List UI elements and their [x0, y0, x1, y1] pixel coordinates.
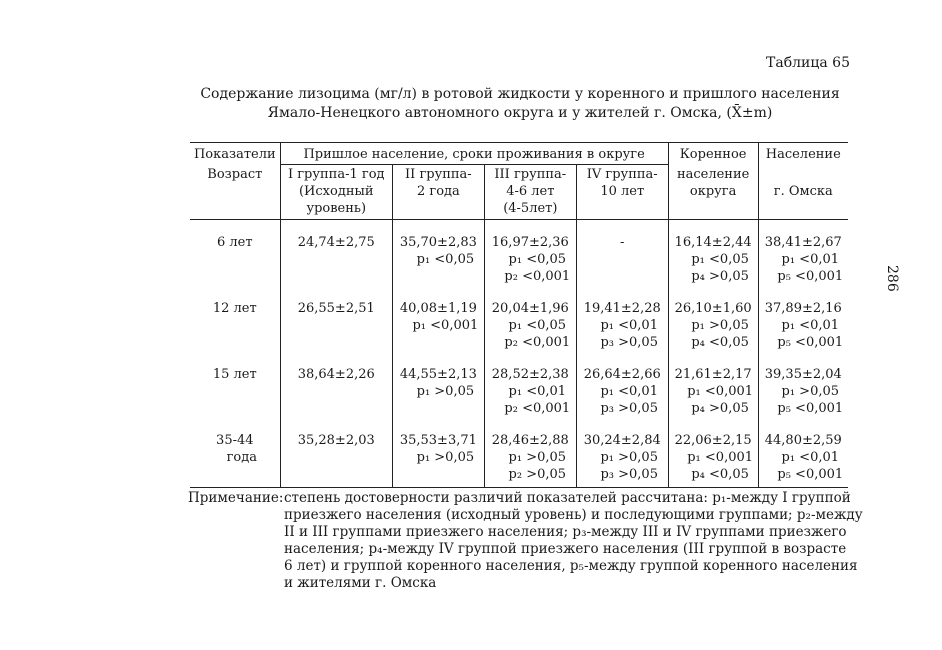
table-cell-age — [190, 352, 280, 418]
cell-line: p₄ >0,05 — [691, 269, 749, 284]
cell-line: 35-44 — [216, 433, 254, 448]
table-cell-g4 — [576, 352, 668, 418]
cell-line: p₁ <0,05 — [508, 318, 567, 333]
table-row — [190, 220, 848, 287]
header-row — [190, 165, 848, 220]
table-cell-age — [190, 286, 280, 352]
table-cell-ind — [668, 286, 758, 352]
cell-line: p₁ >0,05 — [416, 450, 475, 465]
table-cell-g3 — [484, 418, 576, 488]
cell-line: p₄ <0,05 — [691, 467, 749, 482]
header-line: округа — [689, 183, 737, 199]
cell-line: p₁ <0,01 — [600, 384, 658, 399]
table-row — [190, 286, 848, 352]
caption-line: Содержание лизоцима (мг/л) в ротовой жидкости у коренного и пришлого населения — [200, 86, 840, 102]
cell-line: 20,04±1,96 — [491, 301, 569, 316]
header-line: уровень) — [306, 201, 367, 216]
cell-line: p₅ <0,001 — [777, 467, 844, 482]
caption-line: Ямало-Ненецкого автономного округа и у жителей г. Омска, (X̄±m) — [267, 105, 773, 121]
header-group-1 — [280, 165, 392, 220]
cell-line: p₂ >0,05 — [508, 467, 567, 482]
cell-line: p₁ <0,001 — [412, 318, 479, 333]
cell-line: p₁ <0,001 — [687, 384, 754, 399]
header-omsk-sub — [758, 165, 848, 220]
header-line: 2 года — [416, 184, 460, 199]
cell-line: p₁ >0,05 — [508, 450, 567, 465]
cell-line: p₃ >0,05 — [600, 335, 658, 350]
header-omsk: Население — [758, 143, 848, 165]
cell-line: 26,55±2,51 — [297, 301, 375, 316]
cell-line: p₁ >0,05 — [781, 384, 840, 399]
table-label: Таблица 65 — [766, 55, 850, 71]
table-cell-g1 — [280, 286, 392, 352]
cell-line: p₁ <0,05 — [508, 252, 567, 267]
cell-line: 19,41±2,28 — [583, 301, 661, 316]
header-line: III группа- — [494, 167, 567, 182]
cell-line: p₁ <0,01 — [600, 318, 658, 333]
table-cell-omsk — [758, 418, 848, 488]
header-group-2 — [392, 165, 484, 220]
table-cell-omsk — [758, 352, 848, 418]
cell-line: p₅ <0,001 — [777, 401, 844, 416]
cell-line: p₁ <0,001 — [687, 450, 754, 465]
table-cell-omsk — [758, 220, 848, 287]
cell-line: - — [620, 235, 625, 250]
cell-line: p₁ >0,05 — [691, 318, 749, 333]
cell-line: p₅ <0,001 — [777, 335, 844, 350]
cell-line: p₂ <0,001 — [504, 269, 571, 284]
header-newcomers: Пришлое население, сроки проживания в округе — [280, 143, 668, 165]
cell-line: p₃ >0,05 — [600, 401, 658, 416]
table-caption — [150, 85, 890, 123]
header-line: 10 лет — [600, 184, 645, 199]
header-indigenous-sub — [668, 165, 758, 220]
cell-line: 37,89±2,16 — [764, 301, 842, 316]
cell-line: 16,14±2,44 — [674, 235, 752, 250]
cell-line: p₁ <0,05 — [416, 252, 475, 267]
header-line: 4-6 лет — [506, 184, 555, 199]
table-cell-age — [190, 220, 280, 287]
table-cell-g3 — [484, 220, 576, 287]
table-cell-ind — [668, 418, 758, 488]
cell-line: p₁ <0,01 — [781, 450, 840, 465]
table-cell-g4 — [576, 286, 668, 352]
cell-line: 28,52±2,38 — [491, 367, 569, 382]
footnote — [188, 490, 868, 592]
footnote-label: Примечание: — [188, 490, 284, 506]
table-cell-g1 — [280, 220, 392, 287]
header-line: IV группа- — [586, 167, 658, 182]
cell-line: 21,61±2,17 — [674, 367, 752, 382]
cell-line: 6 лет — [217, 235, 253, 250]
table-cell-g4 — [576, 220, 668, 287]
cell-line: года — [226, 450, 257, 465]
footnote-line: и жителями г. Омска — [284, 575, 437, 591]
table-body — [190, 220, 848, 488]
cell-line: 44,80±2,59 — [764, 433, 842, 448]
cell-line: 16,97±2,36 — [491, 235, 569, 250]
cell-line: p₂ <0,001 — [504, 401, 571, 416]
cell-line: 30,24±2,84 — [583, 433, 661, 448]
cell-line: p₂ <0,001 — [504, 335, 571, 350]
cell-line: p₁ <0,01 — [781, 318, 840, 333]
header-line: население — [676, 166, 750, 182]
cell-line: 40,08±1,19 — [399, 301, 477, 316]
cell-line: p₄ >0,05 — [691, 401, 749, 416]
header-age: Возраст — [190, 165, 280, 220]
header-group-3 — [484, 165, 576, 220]
header-line: II группа- — [405, 167, 472, 182]
table-cell-g2 — [392, 352, 484, 418]
lysozyme-table — [190, 142, 848, 488]
table-cell-ind — [668, 220, 758, 287]
page-number: 286 — [884, 265, 900, 292]
table-cell-g1 — [280, 418, 392, 488]
cell-line: p₁ <0,05 — [691, 252, 749, 267]
header-indigenous: Коренное — [668, 143, 758, 165]
cell-line: p₁ >0,05 — [416, 384, 475, 399]
footnote-line: II и III группами приезжего населения; p₃-между III и IV группами приезжего — [284, 524, 847, 540]
cell-line: 35,70±2,83 — [399, 235, 477, 250]
table-cell-omsk — [758, 286, 848, 352]
cell-line: 35,53±3,71 — [399, 433, 477, 448]
cell-line: p₃ >0,05 — [600, 467, 658, 482]
cell-line: 39,35±2,04 — [764, 367, 842, 382]
header-indicators: Показатели — [190, 143, 280, 165]
header-line: (4-5лет) — [503, 201, 558, 216]
cell-line: p₁ <0,01 — [508, 384, 567, 399]
footnote-line: приезжего населения (исходный уровень) и последующими группами; p₂-между — [284, 507, 863, 523]
table-cell-g3 — [484, 352, 576, 418]
cell-line: 12 лет — [212, 301, 257, 316]
table-cell-g3 — [484, 286, 576, 352]
cell-line: 24,74±2,75 — [297, 235, 375, 250]
table-cell-g4 — [576, 418, 668, 488]
cell-line: 22,06±2,15 — [674, 433, 752, 448]
cell-line: 38,41±2,67 — [764, 235, 842, 250]
cell-line: 26,64±2,66 — [583, 367, 661, 382]
table-row — [190, 352, 848, 418]
header-line: г. Омска — [773, 183, 833, 199]
cell-line: 26,10±1,60 — [674, 301, 752, 316]
table-cell-ind — [668, 352, 758, 418]
footnote-line: степень достоверности различий показателей рассчитана: p₁-между I группой — [284, 490, 851, 506]
footnote-line: 6 лет) и группой коренного населения, p₅-между группой коренного населения — [284, 558, 858, 574]
cell-line: 44,55±2,13 — [399, 367, 477, 382]
footnote-line: населения; p₄-между IV группой приезжего населения (III группой в возрасте — [284, 541, 847, 557]
table-cell-g2 — [392, 286, 484, 352]
table-cell-age — [190, 418, 280, 488]
cell-line: 28,46±2,88 — [491, 433, 569, 448]
header-row — [190, 143, 848, 165]
cell-line: 35,28±2,03 — [297, 433, 375, 448]
header-line: I группа-1 год — [287, 167, 385, 182]
table-row — [190, 418, 848, 488]
table-cell-g2 — [392, 220, 484, 287]
cell-line: p₄ <0,05 — [691, 335, 749, 350]
table-cell-g2 — [392, 418, 484, 488]
footnote-text — [284, 490, 868, 592]
header-group-4 — [576, 165, 668, 220]
cell-line: 38,64±2,26 — [297, 367, 375, 382]
cell-line: 15 лет — [212, 367, 257, 382]
cell-line: p₁ >0,05 — [600, 450, 658, 465]
cell-line: p₅ <0,001 — [777, 269, 844, 284]
cell-line: p₁ <0,01 — [781, 252, 840, 267]
header-line: (Исходный — [298, 184, 374, 199]
table-cell-g1 — [280, 352, 392, 418]
